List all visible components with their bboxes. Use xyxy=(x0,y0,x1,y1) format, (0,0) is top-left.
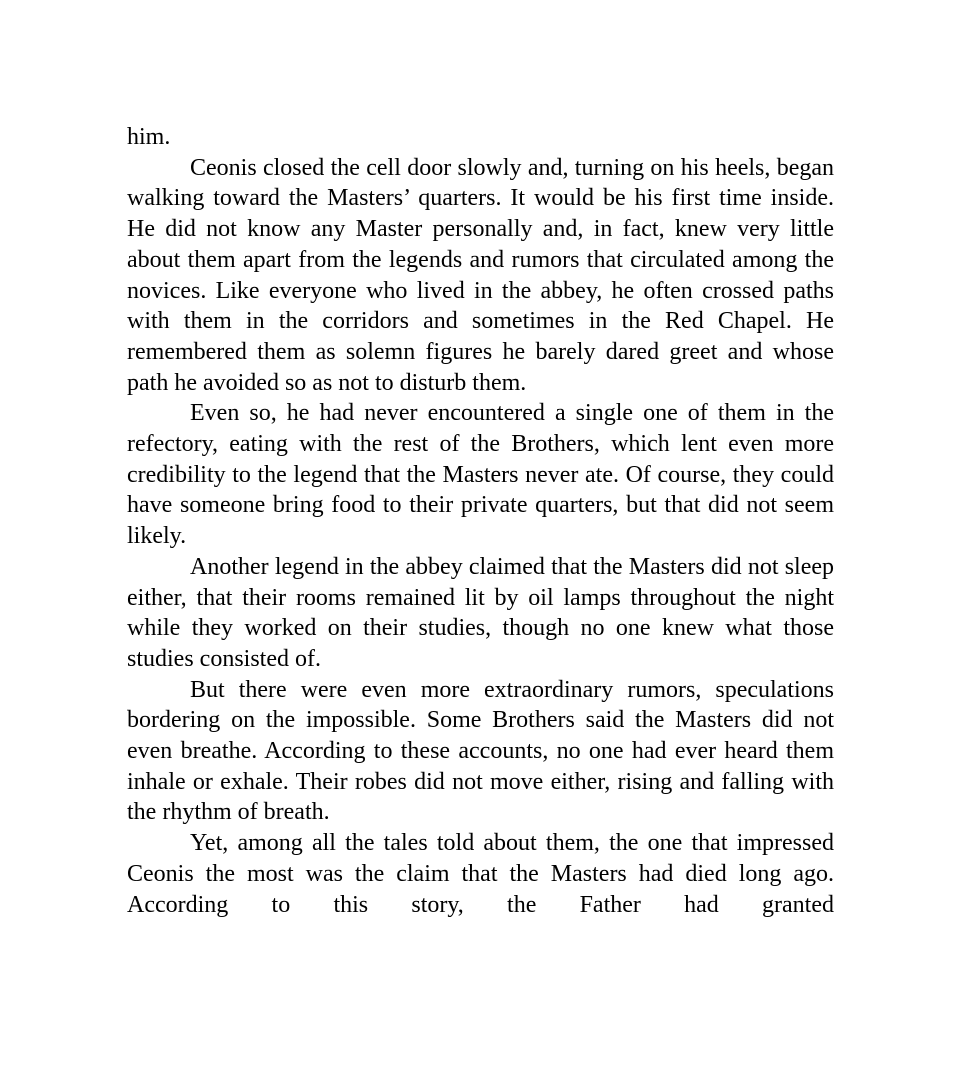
paragraph-continuation: him. xyxy=(127,124,171,150)
paragraph-refectory: Even so, he had never encountered a single one of them in the refectory, eating with the rest of the Brothers, which lent even more credibility to the legend that the Masters never ate. Of course, they could have someone bring food to their private quarters, but that did not seem likely. xyxy=(127,400,834,550)
paragraph-breath-rumors: But there were even more extraordinary rumors, speculations bordering on the impossible. Some Brothers said the Masters did not even breathe. According to these accounts, no one had ever heard them inhale or exhale. Their robes did not move either, rising and falling with the rhythm of breath. xyxy=(127,676,834,826)
document-page xyxy=(127,122,834,920)
paragraph-died-long-ago: Yet, among all the tales told about them, the one that impressed Ceonis the most was the claim that the Masters had died long ago. According to this story, the Father had granted xyxy=(127,830,834,918)
paragraph-sleep-legend: Another legend in the abbey claimed that the Masters did not sleep either, that their rooms remained lit by oil lamps throughout the night while they worked on their studies, though no one knew what those studies consisted of. xyxy=(127,553,834,672)
paragraph-ceonis-walks: Ceonis closed the cell door slowly and, turning on his heels, began walking toward the Masters’ quarters. It would be his first time inside. He did not know any Master personally and, in fact, knew very little about them apart from the legends and rumors that circulated among the novices. Like everyone who lived in the abbey, he often crossed paths with them in the corridors and sometimes in the Red Chapel. He remembered them as solemn figures he barely dared greet and whose path he avoided so as not to disturb them. xyxy=(127,154,834,396)
